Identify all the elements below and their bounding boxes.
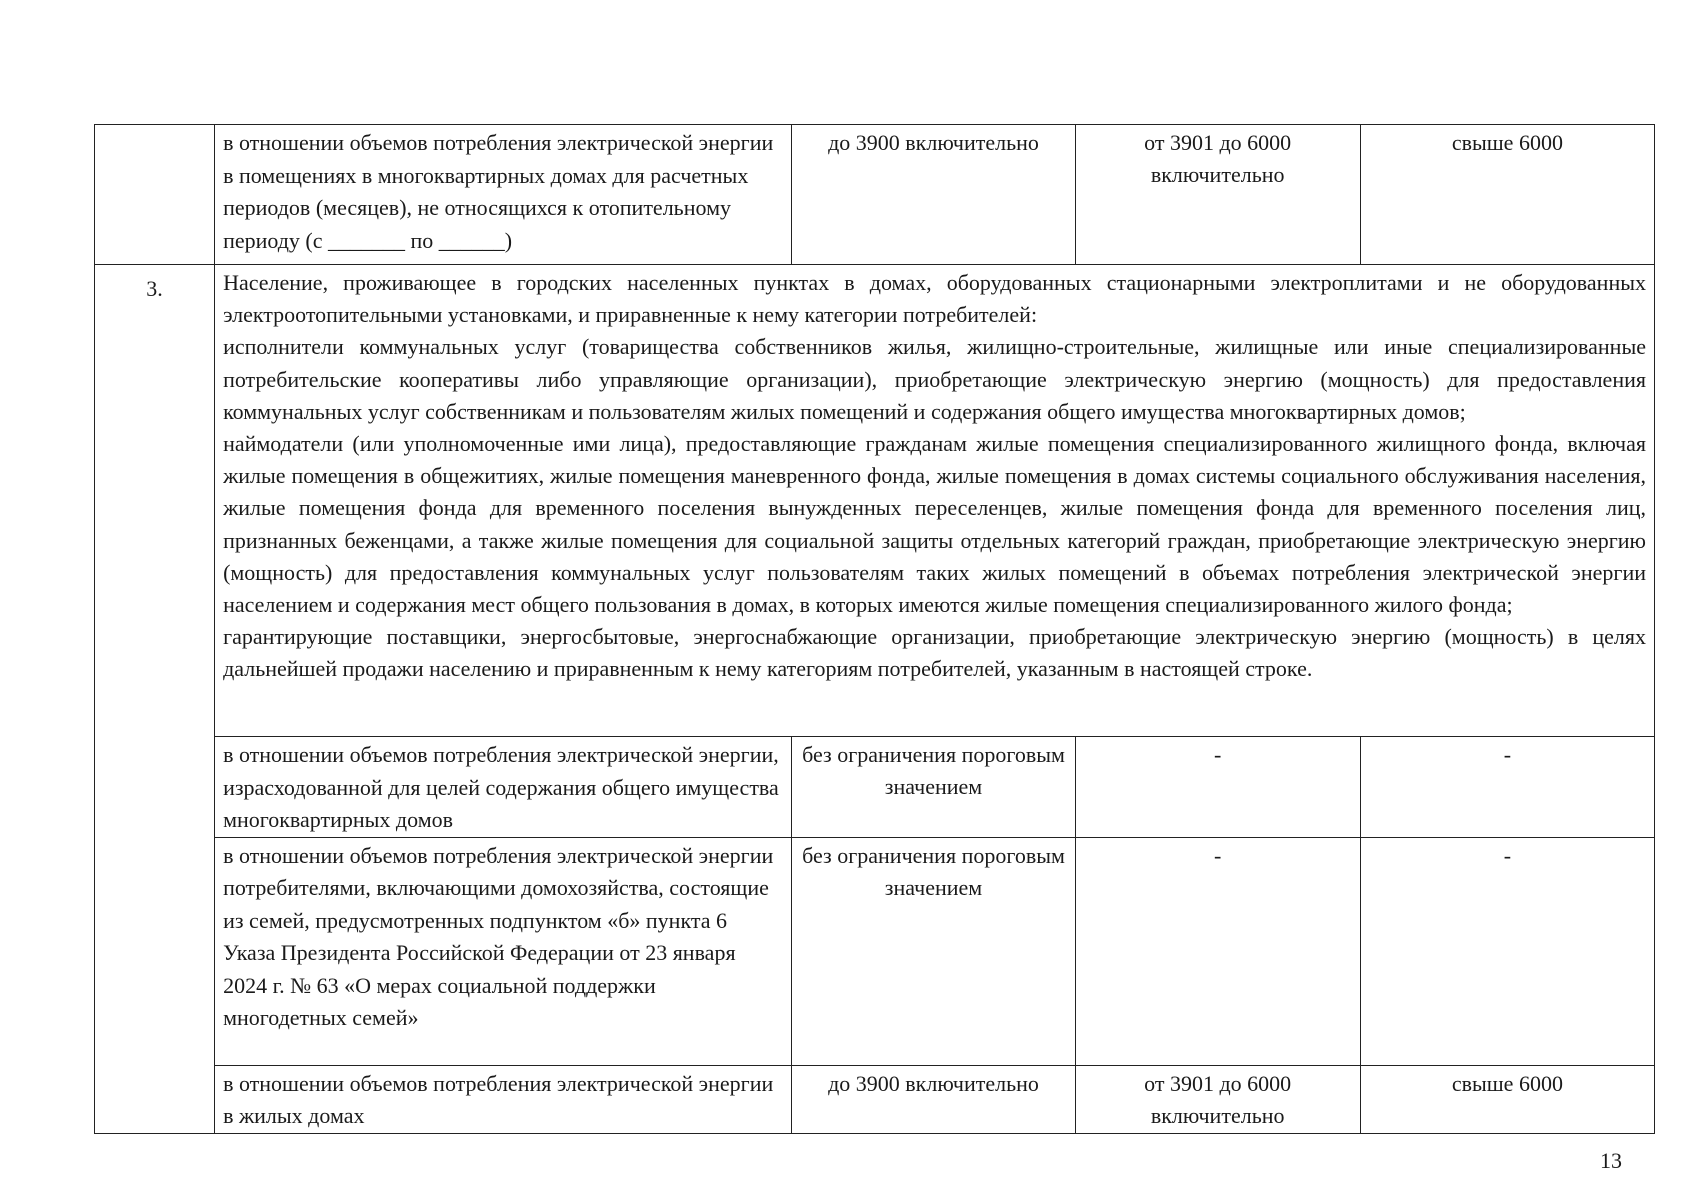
- row-number: 3.: [146, 276, 163, 301]
- table-row-large-families: [95, 837, 1655, 1065]
- row-label: в отношении объемов потребления электрической энергии, израсходованной для целей содержания общего имущества многоквартирных домов: [223, 742, 779, 832]
- threshold-cell-1: [792, 837, 1075, 1065]
- threshold-value-2: от 3901 до 6000 включительно: [1144, 130, 1292, 187]
- threshold-cell-2: [1075, 125, 1360, 265]
- section-description-cell: [215, 265, 1655, 737]
- table-row-common-property: [95, 737, 1655, 838]
- row-number-cell-empty: [95, 125, 215, 265]
- row-number-cell: [95, 265, 215, 1134]
- threshold-value-1: без ограничения пороговым значением: [802, 742, 1065, 799]
- threshold-value-2: -: [1214, 742, 1222, 767]
- threshold-cell-2: [1075, 737, 1360, 838]
- threshold-value-1: без ограничения пороговым значением: [802, 842, 1065, 900]
- paragraph: исполнители коммунальных услуг (товарищества собственников жилья, жилищно-строительные, жилищные или иные специализированные потребительские кооперативы либо управляющие организации), приобретающие электрическую энергию (мощность) для предоставления коммунальных услуг собственникам и пользователям жилых помещений и содержания общего имущества многоквартирных домов;: [223, 334, 1646, 424]
- section-description: [215, 265, 1654, 690]
- row-label: в отношении объемов потребления электрической энергии в помещениях в многоквартирных домах для расчетных периодов (месяцев), не относящихся к отопительному периоду (с _______ по ______): [223, 130, 774, 253]
- threshold-value-3: -: [1503, 842, 1512, 868]
- threshold-cell-1: [792, 1065, 1075, 1133]
- threshold-value-1: до 3900 включительно: [828, 1070, 1039, 1096]
- threshold-cell-3: [1360, 125, 1654, 265]
- threshold-value-1: до 3900 включительно: [828, 130, 1039, 155]
- threshold-value-3: -: [1503, 742, 1512, 767]
- paragraph: наймодатели (или уполномоченные ими лица), предоставляющие гражданам жилые помещения специализированного жилищного фонда, включая жилые помещения в общежитиях, жилые помещения маневренного фонда, жилые помещения в домах системы социального обслуживания населения, жилые помещения фонда для временного поселения вынужденных переселенцев, жилые помещения фонда для временного поселения лиц, признанных беженцами, а также жилые помещения для социальной защиты отдельных категорий граждан, приобретающие электрическую энергию (мощность) для предоставления коммунальных услуг пользователям таких жилых помещений в объемах потребления электрической энергии населением и содержания мест общего пользования в домах, в которых имеются жилые помещения специализированного жилого фонда;: [223, 431, 1646, 618]
- paragraph: гарантирующие поставщики, энергосбытовые, энергоснабжающие организации, приобретающие электрическую энергию (мощность) в целях дальнейшей продажи населению и приравненным к нему категориям потребителей, указанным в настоящей строке.: [223, 624, 1646, 682]
- threshold-cell-2: [1075, 837, 1360, 1065]
- paragraph: Население, проживающее в городских населенных пунктах в домах, оборудованных стационарными электроплитами и не оборудованных электроотопительными установками, и приравненные к нему категории потребителей:: [223, 270, 1646, 328]
- threshold-cell-1: [792, 125, 1075, 265]
- row-label-cell: [215, 837, 792, 1065]
- row-label: в отношении объемов потребления электрической энергии в жилых домах: [223, 1070, 774, 1128]
- threshold-cell-3: [1360, 1065, 1654, 1133]
- tariff-table: [94, 124, 1655, 1134]
- threshold-value-3: свыше 6000: [1451, 130, 1563, 155]
- row-label-cell: [215, 1065, 792, 1133]
- table-row-houses: [95, 1065, 1655, 1133]
- row-label: в отношении объемов потребления электрической энергии потребителями, включающими домохозяйства, состоящие из семей, предусмотренных подпунктом «б» пункта 6 Указа Президента Российской Федерации от 23 января 2024 г. № 63 «О мерах социальной поддержки многодетных семей»: [223, 842, 774, 1030]
- threshold-value-3: свыше 6000: [1451, 1070, 1563, 1096]
- threshold-cell-3: [1360, 737, 1654, 838]
- threshold-value-2: -: [1214, 842, 1222, 868]
- threshold-cell-3: [1360, 837, 1654, 1065]
- row-label-cell: [215, 125, 792, 265]
- threshold-cell-1: [792, 737, 1075, 838]
- table-row-non-heating-period: [95, 125, 1655, 265]
- threshold-value-2: от 3901 до 6000 включительно: [1144, 1070, 1292, 1128]
- threshold-cell-2: [1075, 1065, 1360, 1133]
- page-number: 13: [1600, 1148, 1622, 1173]
- row-label-cell: [215, 737, 792, 838]
- table-row-section-3: [95, 265, 1655, 737]
